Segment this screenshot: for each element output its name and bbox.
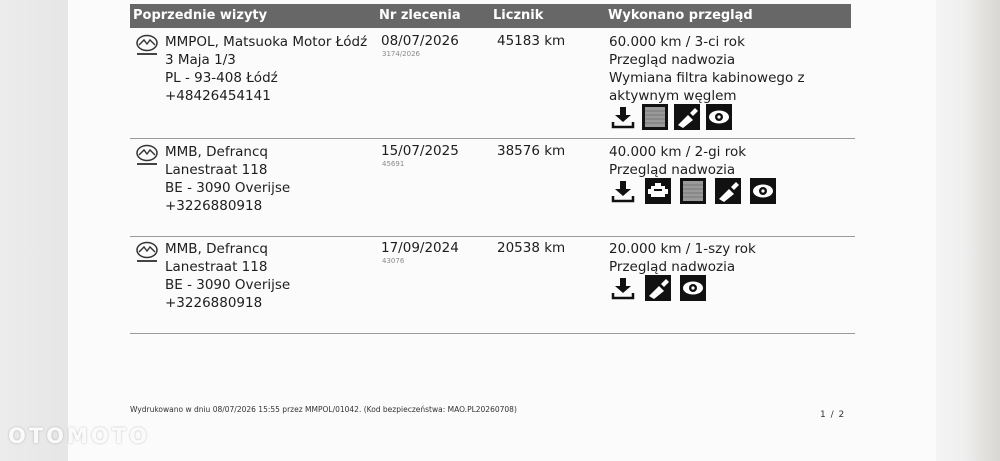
print-footer: Wydrukowano w dniu 08/07/2026 15:55 przez MMPOL/01042. (Kod bezpieczeństwa: MAO.PL20260708) (130, 405, 517, 414)
work-line: Wymiana filtra kabinowego z (609, 70, 805, 86)
work-line: 60.000 km / 3-ci rok (609, 34, 745, 50)
dealer-street: 3 Maja 1/3 (165, 52, 236, 68)
dealer-phone: +3226880918 (165, 198, 263, 214)
visit-date: 15/07/2025 (381, 143, 459, 159)
download-icon (610, 275, 636, 301)
work-line: 20.000 km / 1-szy rok (609, 241, 756, 257)
dealer-phone: +3226880918 (165, 295, 263, 311)
row-divider (130, 138, 855, 139)
order-number: 45691 (382, 160, 405, 168)
dealer-address (165, 240, 290, 312)
service-icons (610, 104, 732, 130)
dealer-street: Lanestraat 118 (165, 162, 268, 178)
dealer-address (165, 33, 367, 105)
work-performed (609, 143, 746, 179)
dealer-name: MMPOL, Matsuoka Motor Łódź (165, 34, 368, 50)
eye-icon (750, 178, 776, 204)
engine-icon (645, 178, 671, 204)
work-line: Przegląd nadwozia (609, 259, 736, 275)
eye-icon (680, 275, 706, 301)
background-right (936, 0, 1000, 461)
dealer-name: MMB, Defrancq (165, 241, 268, 257)
order-number: 43076 (382, 257, 405, 265)
paint-brush-icon (715, 178, 741, 204)
work-line: 40.000 km / 2-gi rok (609, 144, 747, 160)
filter-icon (642, 104, 668, 130)
order-number: 3174/2026 (382, 50, 420, 58)
background-left (0, 0, 68, 461)
dealer-city: PL - 93-408 Łódź (165, 70, 278, 86)
dealer-address (165, 143, 290, 215)
header-order-number: Nr zlecenia (379, 8, 461, 23)
table-header (130, 4, 851, 28)
page-number: 1 / 2 (820, 410, 846, 420)
row-divider (130, 333, 855, 334)
work-line: aktywnym węglem (609, 88, 737, 104)
service-icons (610, 178, 776, 204)
download-icon (610, 104, 636, 130)
download-icon (610, 178, 636, 204)
odometer-reading: 38576 km (497, 143, 566, 159)
dealer-name: MMB, Defrancq (165, 144, 268, 160)
service-icons (610, 275, 706, 301)
eye-icon (706, 104, 732, 130)
visit-date: 08/07/2026 (381, 33, 459, 49)
mazda-logo-icon (134, 34, 160, 58)
header-service-done: Wykonano przegląd (608, 8, 753, 23)
work-line: Przegląd nadwozia (609, 162, 736, 178)
header-previous-visits: Poprzednie wizyty (133, 8, 268, 23)
visit-date: 17/09/2024 (381, 240, 459, 256)
work-performed (609, 33, 805, 105)
paint-brush-icon (674, 104, 700, 130)
visit-row (130, 140, 851, 236)
dealer-city: BE - 3090 Overijse (165, 180, 291, 196)
odometer-reading: 20538 km (497, 240, 566, 256)
work-line: Przegląd nadwozia (609, 52, 736, 68)
mazda-logo-icon (134, 144, 160, 168)
odometer-reading: 45183 km (497, 33, 566, 49)
paint-brush-icon (645, 275, 671, 301)
work-performed (609, 240, 756, 276)
header-counter: Licznik (493, 8, 544, 23)
dealer-phone: +48426454141 (165, 88, 271, 104)
dealer-street: Lanestraat 118 (165, 259, 268, 275)
watermark: OTOMOTO (8, 424, 150, 448)
visit-row (130, 30, 851, 138)
mazda-logo-icon (134, 241, 160, 265)
filter-icon (680, 178, 706, 204)
dealer-city: BE - 3090 Overijse (165, 277, 291, 293)
visit-row (130, 237, 851, 333)
